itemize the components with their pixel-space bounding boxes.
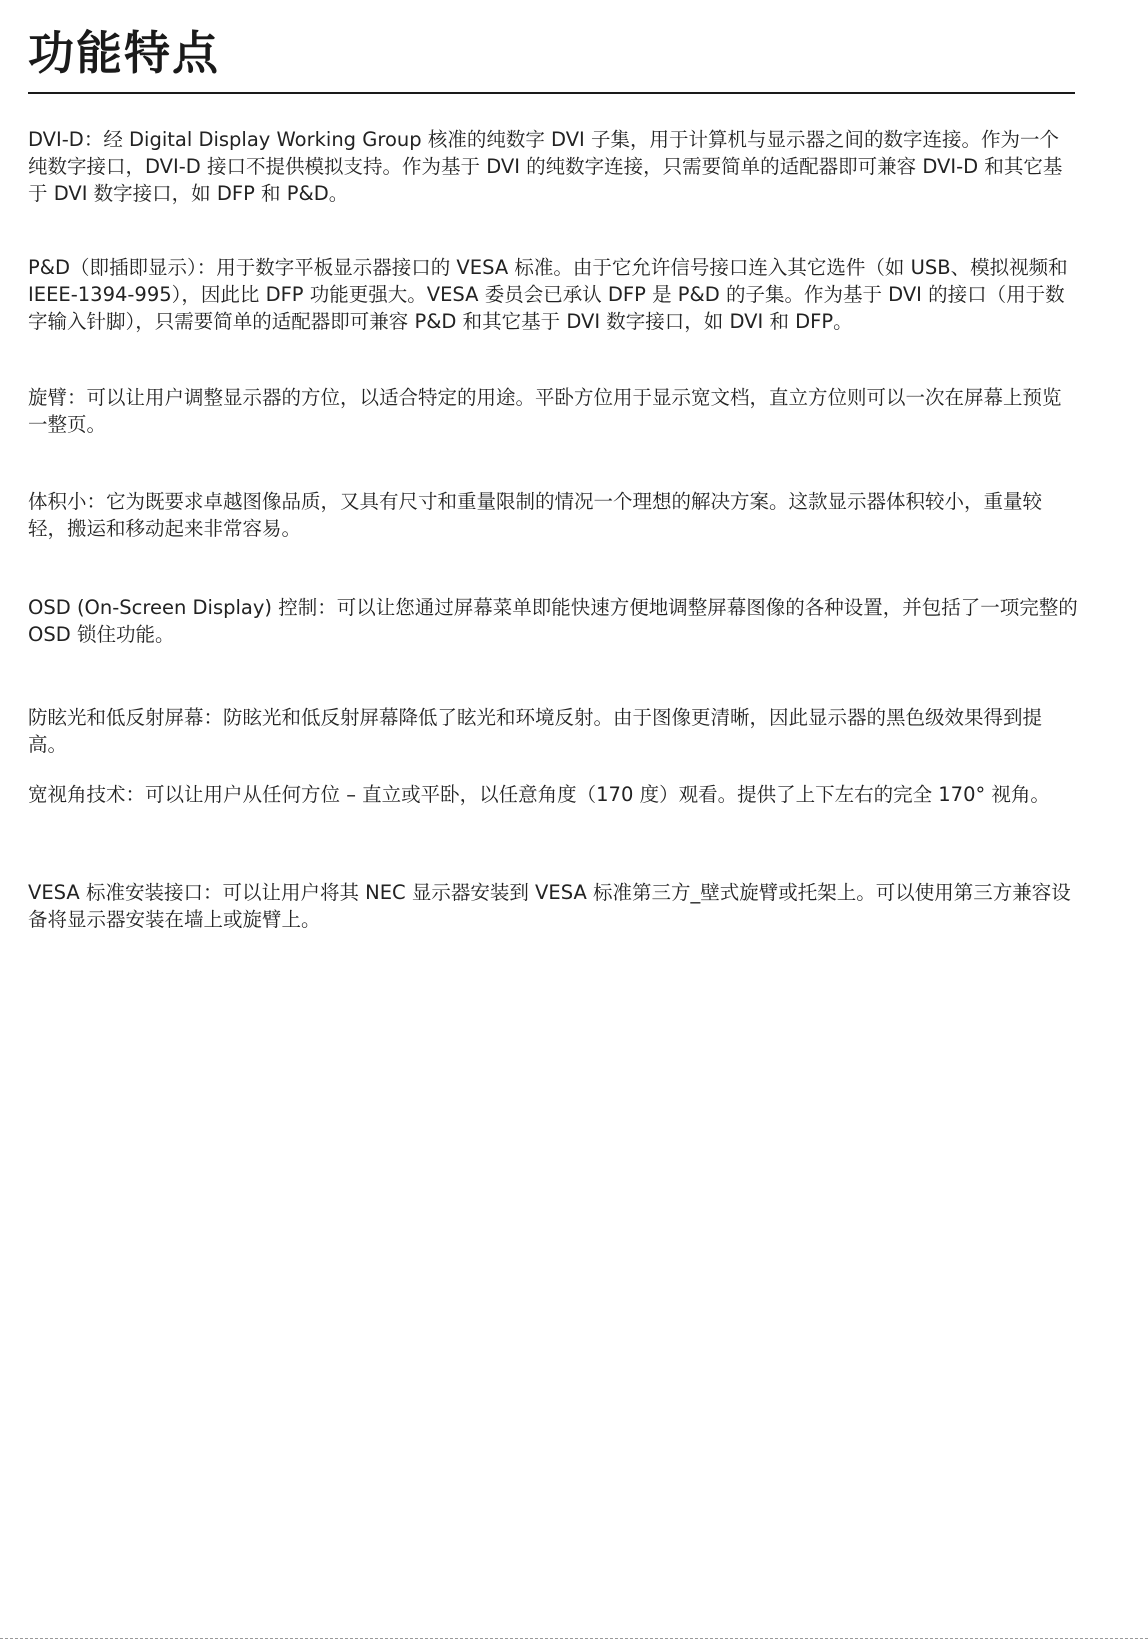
feature-pivot-arm: 旋臂：可以让用户调整显示器的方位，以适合特定的用途。平卧方位用于显示宽文档，直立方位则可以一次在屏幕上预览一整页。 (28, 386, 1062, 436)
title-divider (28, 92, 1075, 94)
feature-wide-viewing-angle: 宽视角技术：可以让用户从任何方位 – 直立或平卧，以任意角度（170 度）观看。提供了上下左右的完全 170° 视角。 (28, 783, 1050, 806)
feature-vesa-mount: VESA 标准安装接口：可以让用户将其 NEC 显示器安装到 VESA 标准第三方_壁式旋臂或托架上。可以使用第三方兼容设备将显示器安装在墙上或旋臂上。 (28, 881, 1071, 931)
feature-anti-glare-screen: 防眩光和低反射屏幕：防眩光和低反射屏幕降低了眩光和环境反射。由于图像更清晰，因此显示器的黑色级效果得到提高。 (28, 706, 1043, 756)
feature-dvi-d: DVI-D：经 Digital Display Working Group 核准的纯数字 DVI 子集，用于计算机与显示器之间的数字连接。作为一个纯数字接口，DVI-D 接口不提供模拟支持。作为基于 DVI 的纯数字连接，只需要简单的适配器即可兼容 DVI-D 和其它基于 DVI 数字接口，如 DFP 和 P&D。 (28, 128, 1063, 205)
page-title: 功能特点 (28, 26, 220, 80)
feature-compact-size: 体积小：它为既要求卓越图像品质，又具有尺寸和重量限制的情况一个理想的解决方案。这款显示器体积较小，重量较轻，搬运和移动起来非常容易。 (28, 490, 1043, 540)
feature-osd-control: OSD (On-Screen Display) 控制：可以让您通过屏幕菜单即能快速方便地调整屏幕图像的各种设置，并包括了一项完整的 OSD 锁住功能。 (28, 596, 1078, 646)
feature-list (28, 126, 1078, 933)
feature-plug-and-display: P&D（即插即显示）：用于数字平板显示器接口的 VESA 标准。由于它允许信号接口连入其它选件（如 USB、模拟视频和 IEEE-1394-995），因此比 DFP 功能更强大。VESA 委员会已承认 DFP 是 P&D 的子集。作为基于 DVI 的接口（用于数字输入针脚），只需要简单的适配器即可兼容 P&D 和其它基于 DVI 数字接口，如 DVI 和 DFP。 (28, 256, 1068, 333)
page-bottom-divider (0, 1638, 1148, 1639)
